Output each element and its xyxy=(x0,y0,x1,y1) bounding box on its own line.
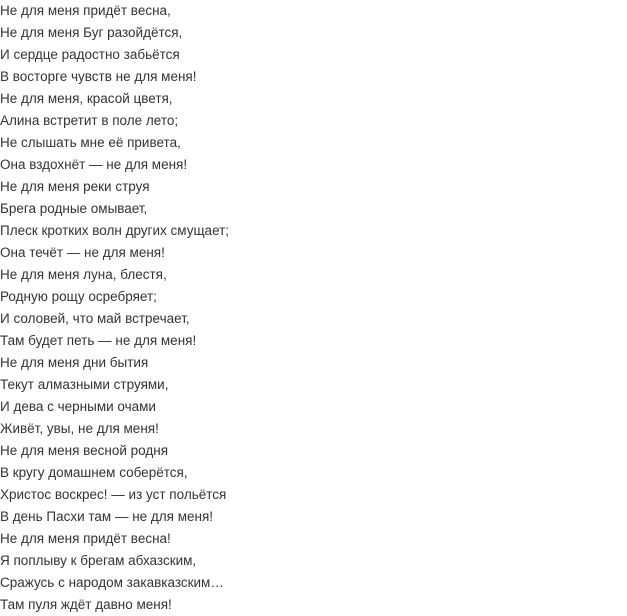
poem-line: Не для меня придёт весна, xyxy=(0,3,171,18)
poem-line: В кругу домашнем соберётся, xyxy=(0,465,188,480)
poem-line: Родную рощу осребряет; xyxy=(0,289,157,304)
poem-line: Там пуля ждёт давно меня! xyxy=(0,597,172,612)
poem-line: Плеск кротких волн других смущает; xyxy=(0,223,230,238)
poem-line: И сердце радостно забьётся xyxy=(0,47,180,62)
poem-line: Она течёт — не для меня! xyxy=(0,245,165,260)
poem-line: Не для меня, красой цветя, xyxy=(0,91,173,106)
poem-line: Я поплыву к брегам абхазским, xyxy=(0,553,197,568)
poem-line: Христос воскрес! — из уст польётся xyxy=(0,487,227,502)
poem-line: Не для меня луна, блестя, xyxy=(0,267,167,282)
poem-line: Она вздохнёт — не для меня! xyxy=(0,157,188,172)
poem-line: Там будет петь — не для меня! xyxy=(0,333,197,348)
poem-line: Не слышать мне её привета, xyxy=(0,135,181,150)
poem-line: Алина встретит в поле лето; xyxy=(0,113,179,128)
poem-line: И соловей, что май встречает, xyxy=(0,311,190,326)
poem-line: В восторге чувств не для меня! xyxy=(0,69,197,84)
poem-line: Не для меня реки струя xyxy=(0,179,150,194)
poem-line: Не для меня Буг разойдётся, xyxy=(0,25,183,40)
poem-line: Живёт, увы, не для меня! xyxy=(0,421,159,436)
poem-line: Текут алмазными струями, xyxy=(0,377,169,392)
poem-line: Не для меня придёт весна! xyxy=(0,531,171,546)
poem-line: Не для меня дни бытия xyxy=(0,355,149,370)
poem-line: И дева с черными очами xyxy=(0,399,156,414)
poem-line: Не для меня весной родня xyxy=(0,443,169,458)
poem-line: Сражусь с народом закавказским… xyxy=(0,575,224,590)
poem-line: Брега родные омывает, xyxy=(0,201,148,216)
poem-line: В день Пасхи там — не для меня! xyxy=(0,509,214,524)
